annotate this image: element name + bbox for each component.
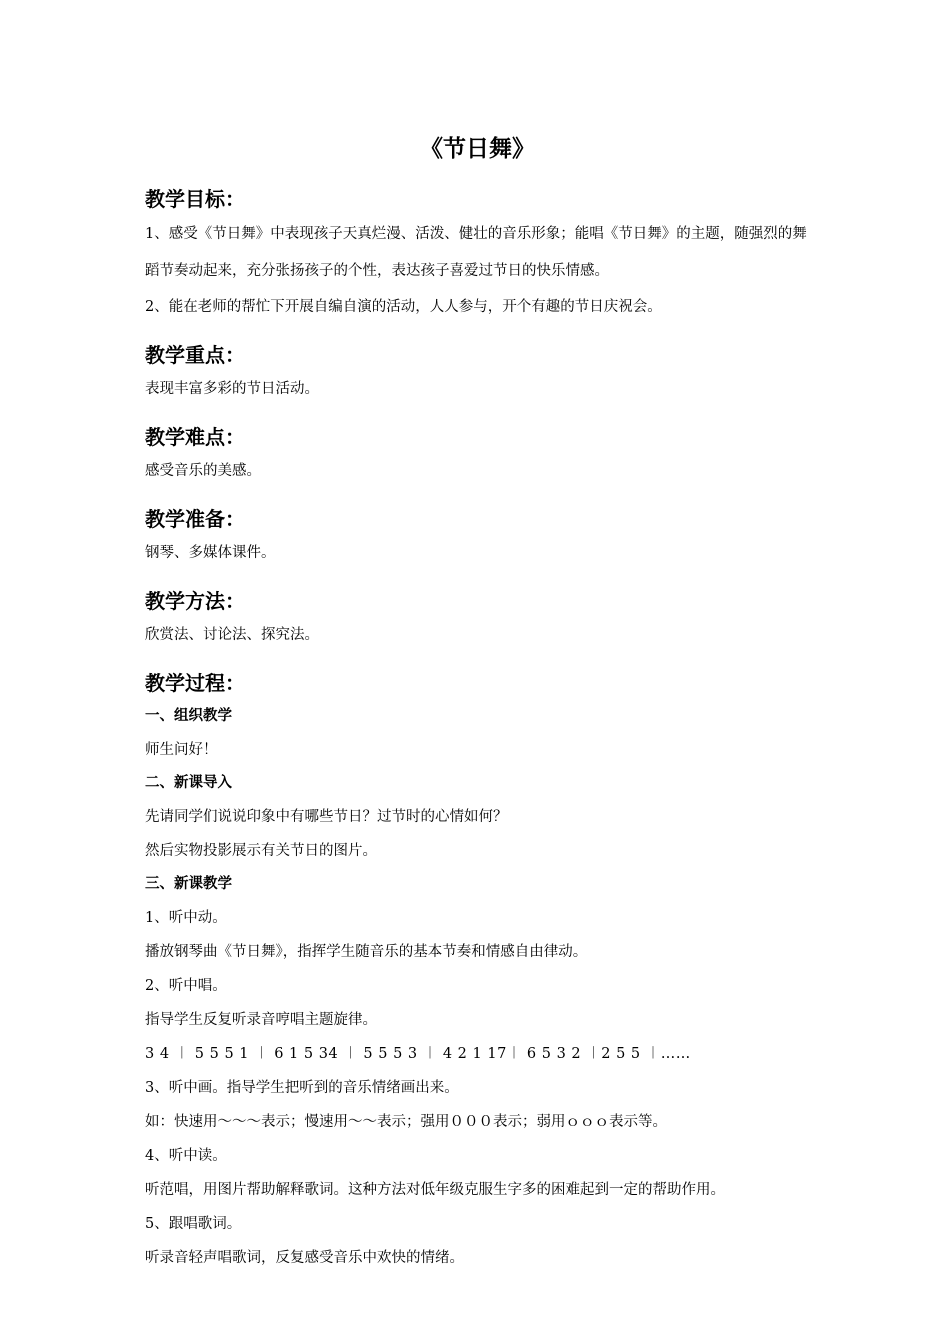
- methods-heading: 教学方法：: [145, 589, 245, 613]
- step3-line-4: 指导学生反复听录音哼唱主题旋律。: [145, 1012, 377, 1028]
- difficulties-heading: 教学难点：: [145, 425, 245, 449]
- objectives-item-2: 2、能在老师的帮忙下开展自编自演的活动，人人参与，开个有趣的节日庆祝会。: [145, 299, 662, 315]
- preparation-heading: 教学准备：: [145, 507, 245, 531]
- document-page: [145, 130, 815, 1275]
- preparation-text: 钢琴、多媒体课件。: [145, 545, 276, 561]
- process-heading: 教学过程：: [145, 671, 245, 695]
- step3-line-6: 3、听中画。指导学生把听到的音乐情绪画出来。: [145, 1080, 459, 1096]
- document-title: 《节日舞》: [420, 136, 535, 162]
- step3-line-3: 2、听中唱。: [145, 978, 227, 994]
- step3-line-8: 4、听中读。: [145, 1148, 227, 1164]
- step3-line-9: 听范唱，用图片帮助解释歌词。这种方法对低年级克服生字多的困难起到一定的帮助作用。: [145, 1182, 725, 1198]
- objectives-item-1: 1、感受《节日舞》中表现孩子天真烂漫、活泼、健壮的音乐形象；能唱《节日舞》的主题，随强烈的舞蹈节奏动起来，充分张扬孩子的个性，表达孩子喜爱过节日的快乐情感。: [145, 226, 807, 279]
- melody-notation: 3 4 ︱ 5 5 5 1 ︱ 6 1 5 34 ︱ 5 5 5 3 ︱ 4 2 1 17︱ 6 5 3 2 ︱2 5 5 ︱……: [145, 1046, 691, 1062]
- step2-line-2: 然后实物投影展示有关节日的图片。: [145, 843, 377, 859]
- difficulties-text: 感受音乐的美感。: [145, 463, 261, 479]
- step2-heading: 二、新课导入: [145, 775, 232, 791]
- step3-line-7: 如：快速用～～～表示；慢速用～～表示；强用０００表示；弱用ｏｏｏ表示等。: [145, 1114, 667, 1130]
- key-points-text: 表现丰富多彩的节日活动。: [145, 381, 319, 397]
- step2-line-1: 先请同学们说说印象中有哪些节日？过节时的心情如何？: [145, 809, 508, 825]
- step3-line-10: 5、跟唱歌词。: [145, 1216, 242, 1232]
- step3-line-2: 播放钢琴曲《节日舞》，指挥学生随音乐的基本节奏和情感自由律动。: [145, 944, 588, 960]
- step3-heading: 三、新课教学: [145, 876, 232, 892]
- objectives-heading: 教学目标：: [145, 187, 245, 211]
- key-points-heading: 教学重点：: [145, 343, 245, 367]
- step1-heading: 一、组织教学: [145, 708, 232, 724]
- methods-text: 欣赏法、讨论法、探究法。: [145, 627, 319, 643]
- step3-line-11: 听录音轻声唱歌词，反复感受音乐中欢快的情绪。: [145, 1250, 464, 1266]
- step1-text: 师生问好！: [145, 742, 218, 758]
- step3-line-1: 1、听中动。: [145, 910, 227, 926]
